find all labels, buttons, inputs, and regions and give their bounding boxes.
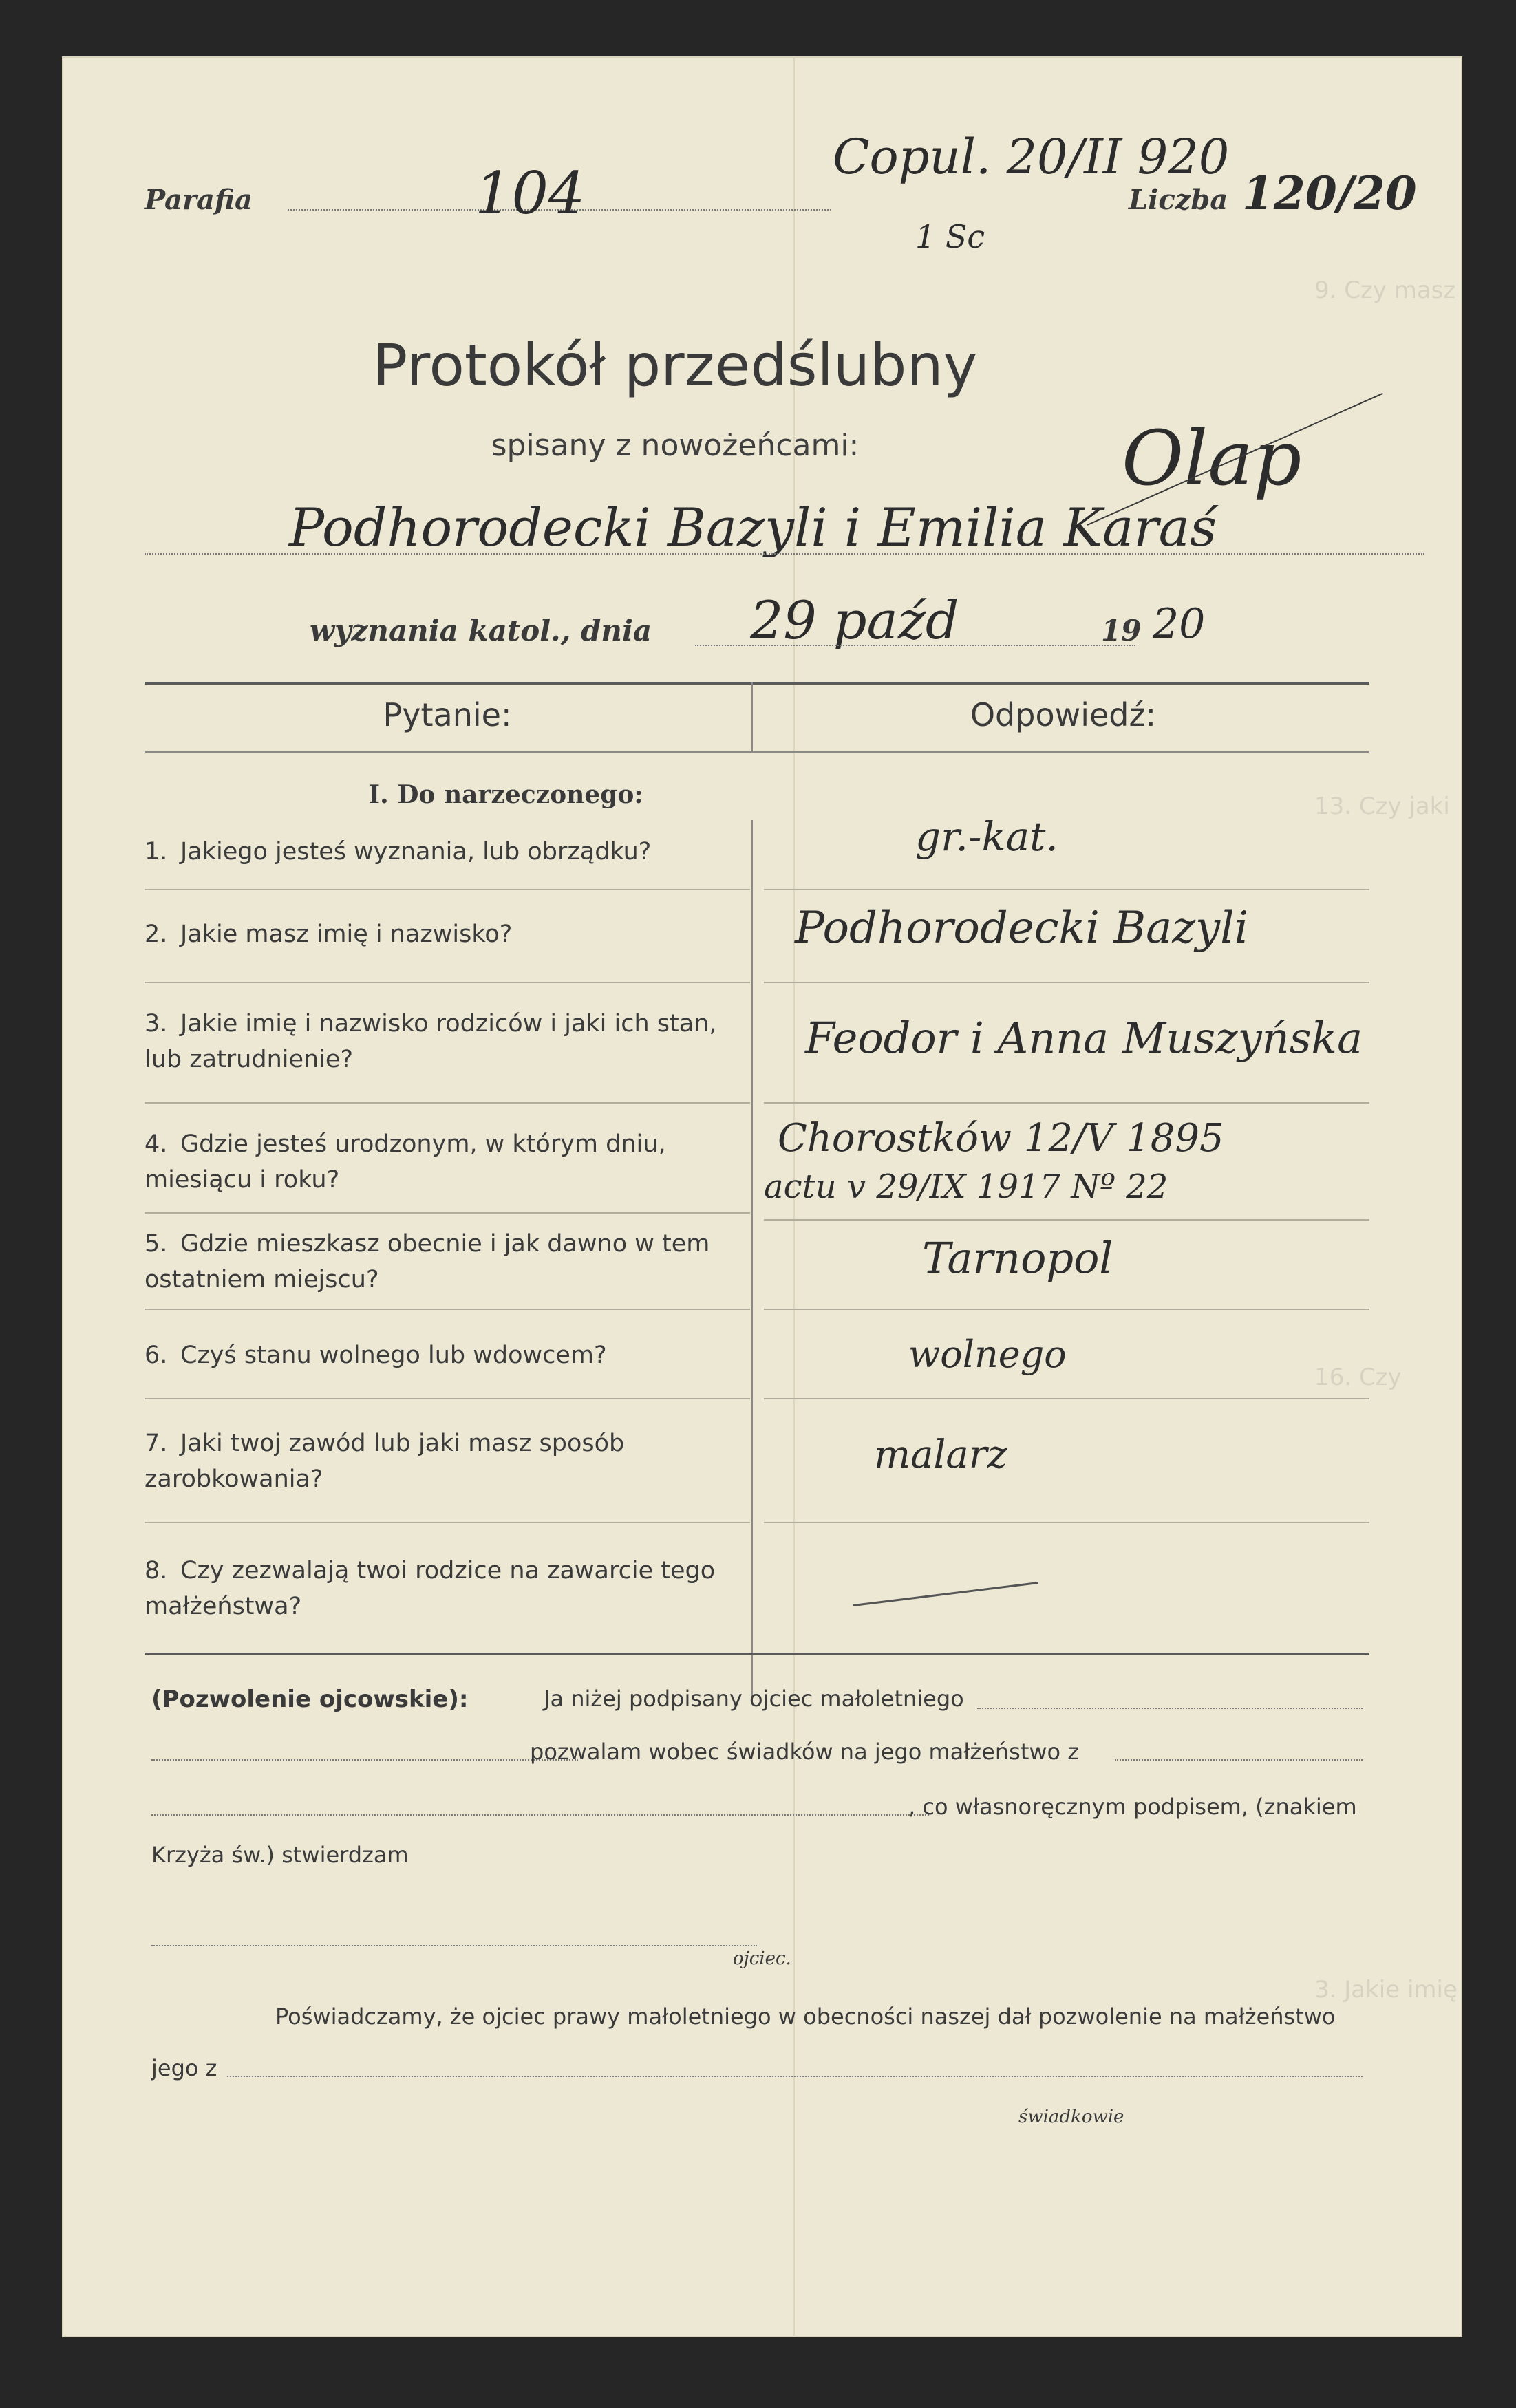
question-text: Jaki twoj zawód lub jaki masz sposób zarobkowania? <box>145 1430 625 1493</box>
father-label: ojciec. <box>733 1948 791 1969</box>
annotation-copul: Copul. 20/II 920 <box>833 129 1230 185</box>
table-top-rule <box>145 682 1369 685</box>
question-text: Czy zezwalają twoi rodzice na zawarcie tego małżeństwa? <box>145 1557 716 1620</box>
document-page <box>62 56 1462 2337</box>
answer-8-stroke <box>853 1582 1038 1606</box>
witnesses-label: świadkowie <box>1018 2107 1124 2127</box>
question-text: Czyś stanu wolnego lub wdowcem? <box>180 1342 607 1369</box>
section-heading: I. Do narzeczonego: <box>368 780 643 809</box>
answer-1: gr.-kat. <box>915 813 1058 860</box>
date-value: 29 paźd <box>750 590 959 651</box>
row-rule <box>764 1102 1369 1104</box>
row-rule <box>145 1398 750 1399</box>
question-text: Jakie imię i nazwisko rodziców i jaki ich stan, lub zatrudnienie? <box>145 1010 717 1073</box>
row-rule <box>764 889 1369 890</box>
question-2: 2. Jakie masz imię i nazwisko? <box>145 921 513 948</box>
answer-4: Chorostków 12/V 1895 <box>778 1116 1224 1161</box>
answer-7: malarz <box>874 1432 1008 1477</box>
document-subtitle: spisany z nowożeńcami: <box>491 428 860 463</box>
date-dotted-line <box>695 645 1135 646</box>
answer-6: wolnego <box>908 1333 1067 1376</box>
dotted-line <box>151 1759 578 1761</box>
confession-label: wyznania katol., dnia <box>310 614 652 647</box>
dotted-line <box>977 1708 1363 1709</box>
dotted-line <box>151 1814 929 1816</box>
row-rule <box>145 1309 750 1310</box>
liczba-value: 120/20 <box>1242 166 1417 220</box>
permission-line2: pozwalam wobec świadków na jego małżeństwo z <box>530 1739 1080 1765</box>
names-dotted-line <box>145 553 1424 555</box>
year-prefix: 19 <box>1101 614 1142 647</box>
row-rule <box>145 1522 750 1523</box>
question-4: 4. Gdzie jesteś urodzonym, w którym dniu, miesiącu i roku? <box>145 1130 666 1194</box>
row-rule <box>145 1212 750 1214</box>
row-rule <box>764 1522 1369 1523</box>
permission-line1: Ja niżej podpisany ojciec małoletniego <box>544 1686 964 1712</box>
parafia-label: Parafia <box>145 184 253 216</box>
row-rule <box>764 1398 1369 1399</box>
row-rule <box>764 1219 1369 1221</box>
dotted-line <box>151 1945 757 1946</box>
year-value: 20 <box>1153 600 1206 648</box>
permission-line4: Krzyża św.) stwierdzam <box>151 1842 409 1868</box>
header-divider <box>751 682 753 751</box>
parafia-value: 104 <box>475 160 586 227</box>
answer-3: Feodor i Anna Muszyńska <box>805 1013 1363 1063</box>
question-text: Gdzie mieszkasz obecnie i jak dawno w tem ostatniem miejscu? <box>145 1230 710 1293</box>
question-6: 6. Czyś stanu wolnego lub wdowcem? <box>145 1342 607 1369</box>
question-5: 5. Gdzie mieszkasz obecnie i jak dawno w tem ostatniem miejscu? <box>145 1230 710 1293</box>
bleed-through-text: 3. Jakie imię <box>1314 1976 1458 2003</box>
permission-label: (Pozwolenie ojcowskie): <box>151 1686 469 1713</box>
question-text: Jakie masz imię i nazwisko? <box>180 921 513 948</box>
bleed-through-text: 13. Czy jaki <box>1314 793 1450 820</box>
row-rule <box>764 1309 1369 1310</box>
jego-z-label: jego z <box>151 2055 217 2081</box>
table-header-rule <box>145 751 1369 753</box>
couple-names: Podhorodecki Bazyli i Emilia Karaś <box>289 497 1217 558</box>
question-7: 7. Jaki twoj zawód lub jaki masz sposób zarobkowania? <box>145 1430 625 1493</box>
answer-2: Podhorodecki Bazyli <box>795 903 1249 954</box>
annotation-sc: 1 Sc <box>915 218 985 255</box>
row-rule <box>764 982 1369 983</box>
table-bottom-rule <box>145 1653 1369 1655</box>
col-header-answer: Odpowiedź: <box>970 696 1157 733</box>
liczba-label: Liczba <box>1129 184 1228 216</box>
attestation-text: Poświadczamy, że ojciec prawy małoletniego w obecności naszej dał pozwolenie na małżeństwo <box>275 2003 1336 2030</box>
signature-mark: Olap <box>1122 414 1302 502</box>
dotted-line <box>227 2076 1363 2077</box>
col-header-question: Pytanie: <box>383 696 512 733</box>
answer-5: Tarnopol <box>922 1233 1113 1283</box>
question-8: 8. Czy zezwalają twoi rodzice na zawarcie tego małżeństwa? <box>145 1557 716 1620</box>
question-3: 3. Jakie imię i nazwisko rodziców i jaki ich stan, lub zatrudnienie? <box>145 1010 717 1073</box>
dotted-line <box>1115 1759 1363 1761</box>
row-rule <box>145 982 750 983</box>
question-text: Jakiego jesteś wyznania, lub obrządku? <box>180 838 652 866</box>
question-text: Gdzie jesteś urodzonym, w którym dniu, miesiącu i roku? <box>145 1130 666 1194</box>
answer-4-line2: actu v 29/IX 1917 Nº 22 <box>764 1168 1168 1206</box>
bleed-through-text: 16. Czy <box>1314 1364 1402 1391</box>
permission-line3: , co własnoręcznym podpisem, (znakiem <box>908 1794 1357 1820</box>
bleed-through-text: 9. Czy masz <box>1314 277 1456 304</box>
question-1: 1. Jakiego jesteś wyznania, lub obrządku? <box>145 838 652 866</box>
row-rule <box>145 1102 750 1104</box>
row-rule <box>145 889 750 890</box>
document-title: Protokół przedślubny <box>372 332 978 399</box>
column-divider <box>751 820 753 1701</box>
